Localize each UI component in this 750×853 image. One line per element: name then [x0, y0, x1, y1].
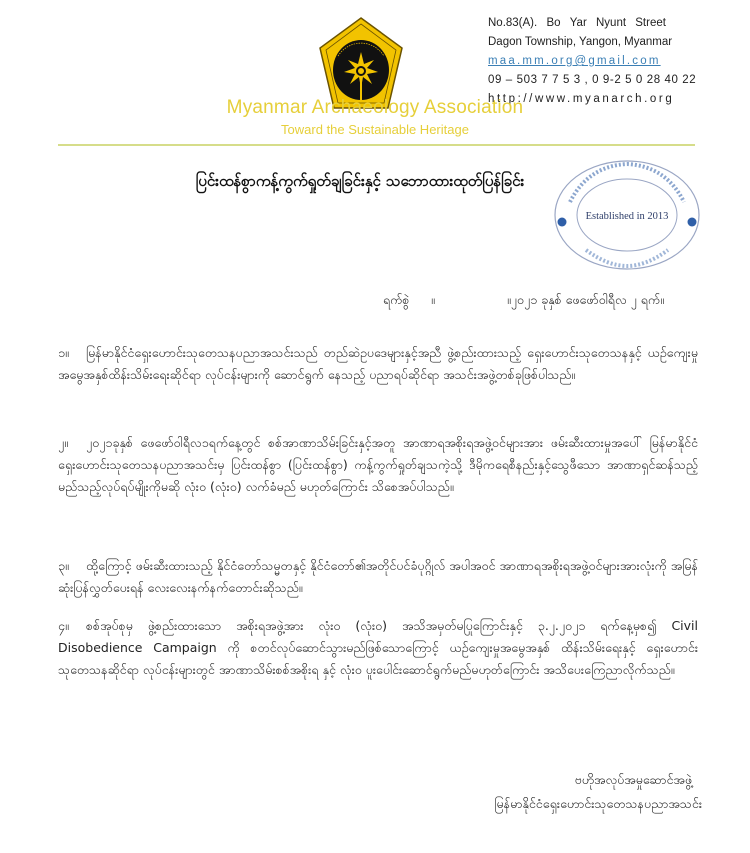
- document-title: ပြင်းထန်စွာကန့်ကွက်ရှုတ်ချခြင်းနှင့် သဘောထားထုတ်ပြန်ခြင်း: [195, 172, 525, 190]
- date-separator: ။: [431, 292, 435, 307]
- paragraph-2: [58, 432, 698, 498]
- organization-name: Myanmar Archaeology Association: [226, 97, 524, 118]
- paragraph-text: ၂၀၂၁ခုနှစ် ဖေဖော်ဝါရီလ၁ရက်နေ့တွင် စစ်အာဏာသိမ်းခြင်းနှင့်အတူ အာဏာရအစိုးရအဖွဲ့ဝင်များအား ဖမ်းဆီးထားမှုအပေါ် မြန်မာနိုင်ငံရှေးဟောင်းသုတေသနပညာအသင်းမှ ပြင်းထန်စွာ (ပြင်းထန်စွာ) ကန့်ကွက်ရှုတ်ချသကဲ့သို့ ဒီမိုကရေစီနည်းနှင့်သွေဖီသော အာဏာရှင်ဆန်သည့် မည်သည့်လုပ်ရပ်မျိုးကိုမဆို လုံးဝ (လုံးဝ) လက်ခံမည် မဟုတ်ကြောင်း သိစေအပ်ပါသည်။: [58, 435, 698, 494]
- website-url: http://www.myanarch.org: [488, 93, 675, 105]
- date-label: ရက်စွဲ: [383, 292, 410, 307]
- organization-tagline: Toward the Sustainable Heritage: [281, 122, 469, 137]
- paragraph-number: ၃။: [58, 558, 69, 573]
- paragraph-number: ၂။: [58, 435, 68, 450]
- phone-numbers: 09 – 503 7 7 5 3 , 0 9-2 5 0 28 40 22: [488, 74, 697, 86]
- svg-text:Established in 2013: Established in 2013: [585, 211, 669, 222]
- contact-info: [488, 14, 697, 109]
- paragraph-4: [58, 615, 698, 681]
- address-line-2: Dagon Township, Yangon, Myanmar: [488, 36, 673, 48]
- association-seal-stamp-icon: [548, 158, 706, 272]
- reference-date-line: [383, 292, 713, 311]
- paragraph-number: ၄။: [58, 618, 69, 633]
- paragraph-text: မြန်မာနိုင်ငံရှေးဟောင်းသုတေသနပညာအသင်းသည် တည်ဆဲဥပဒေများနှင့်အညီ ဖွဲ့စည်းထားသည့် ရှေးဟောင်းသုတေသနနှင့် ယဉ်ကျေးမှုအမွေအနှစ်ထိန်းသိမ်းရေးဆိုင်ရာ လုပ်ငန်းများကို ဆောင်ရွက် နေသည့် ပညာရပ်ဆိုင်ရာ အသင်းအဖွဲ့တစ်ခုဖြစ်ပါသည်။: [58, 345, 698, 382]
- paragraph-1: [58, 342, 698, 386]
- address-line-1: No.83(A). Bo Yar Nyunt Street: [488, 17, 666, 29]
- header-divider: [58, 144, 695, 146]
- signature-committee: ဗဟိုအလုပ်အမှုဆောင်အဖွဲ့: [574, 772, 692, 787]
- paragraph-text: စစ်အုပ်စုမှ ဖွဲ့စည်းထားသော အစိုးရအဖွဲ့အား လုံးဝ (လုံးဝ) အသိအမှတ်မပြုကြောင်းနှင့် ၃.၂.၂၀၂၁ ရက်နေ့မှစ၍ Civil Disobedience Campaign ကို စတင်လုပ်ဆောင်သွားမည်ဖြစ်သောကြောင့် ယဉ်ကျေးမှုအမွေအနှစ် ထိန်းသိမ်းရေးနှင့် ရှေးဟောင်း သုတေသနဆိုင်ရာ လုပ်ငန်းများတွင် အာဏာသိမ်းစစ်အစိုးရ နှင့် လုံးဝ ပူးပေါင်းဆောင်ရွက်မည်မဟုတ်ကြောင်း အသိပေးကြေညာလိုက်သည်။: [58, 618, 698, 677]
- paragraph-text: ထို့ကြောင့် ဖမ်းဆီးထားသည့် နိုင်ငံတော်သမ္မတနှင့် နိုင်ငံတော်၏အတိုင်ပင်ခံပုဂ္ဂိုလ် အပါအဝင် အာဏာရအစိုးရအဖွဲ့ဝင်များအားလုံးကို အမြန်ဆုံးပြန်လွှတ်ပေးရန် လေးလေးနက်နက်တောင်းဆိုသည်။: [58, 558, 698, 595]
- paragraph-number: ၁။: [58, 345, 69, 360]
- email-link[interactable]: maa.mm.org@gmail.com: [488, 55, 661, 67]
- signature-organization: မြန်မာနိုင်ငံရှေးဟောင်းသုတေသနပညာအသင်း: [494, 796, 702, 811]
- document-date: ။၂၀၂၁ ခုနှစ် ဖေဖော်ဝါရီလ ၂ ရက်။: [507, 292, 664, 307]
- signature-block: [494, 768, 702, 816]
- paragraph-3: [58, 555, 698, 599]
